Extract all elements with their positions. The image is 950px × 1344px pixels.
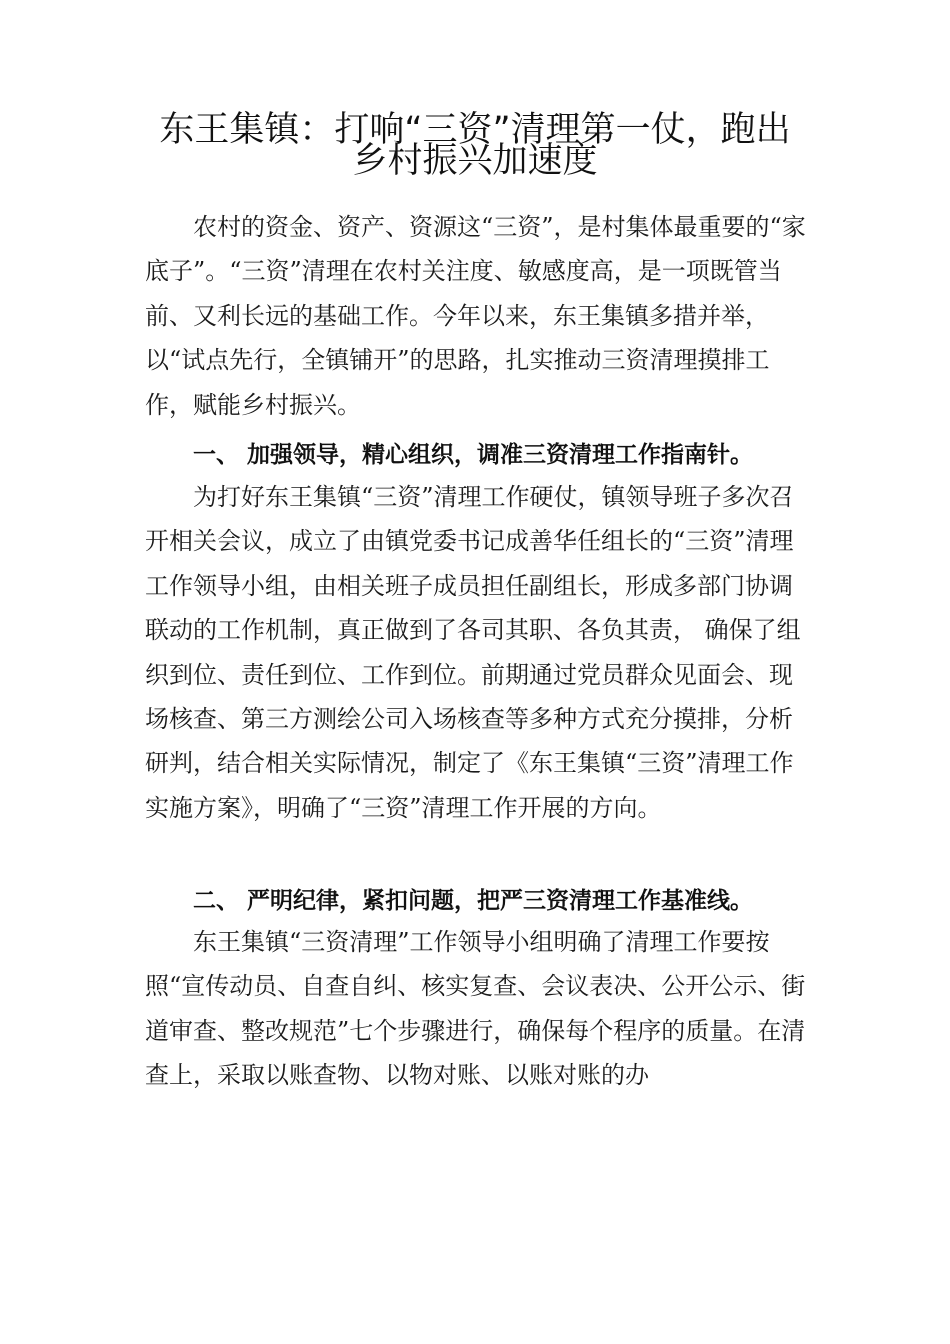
section-1-paragraph: 为打好东王集镇“三资”清理工作硬仗，镇领导班子多次召开相关会议，成立了由镇党委书记成善华任组长的“三资”清理工作领导小组，由相关班子成员担任副组长，形成多部门协调联动的工作机制，真正做到了各司其职、各负其责， 确保了组织到位、责任到位、工作到位。前期通过党员群众见面会、现场核查、第三方测绘公司入场核查等多种方式充分摸排，分析研判，结合相关实际情况，制定了《东王集镇“三资”清理工作实施方案》，明确了“三资”清理工作开展的方向。: [145, 483, 801, 822]
article-title-line-1: 东王集镇：打响“三资”清理第一仗，跑出: [159, 110, 791, 150]
section-2-heading: 二、 严明纪律，紧扣问题，把严三资清理工作基准线。: [193, 888, 754, 914]
section-2-paragraph: 东王集镇“三资清理”工作领导小组明确了清理工作要按照“宣传动员、自查自纠、核实复查、会议表决、公开公示、街道审查、整改规范”七个步骤进行，确保每个程序的质量。在清查上，采取以账查物、以物对账、以账对账的办: [145, 928, 806, 1090]
article-title-line-2: 乡村振兴加速度: [352, 141, 598, 181]
section-1-heading: 一、 加强领导，精心组织，调准三资清理工作指南针。: [193, 442, 754, 468]
intro-paragraph: 农村的资金、资产、资源这“三资”，是村集体最重要的“家底子”。“三资”清理在农村关注度、敏感度高，是一项既管当前、又利长远的基础工作。今年以来，东王集镇多措并举，以“试点先行，全镇铺开”的思路，扎实推动三资清理摸排工作，赋能乡村振兴。: [145, 213, 806, 419]
